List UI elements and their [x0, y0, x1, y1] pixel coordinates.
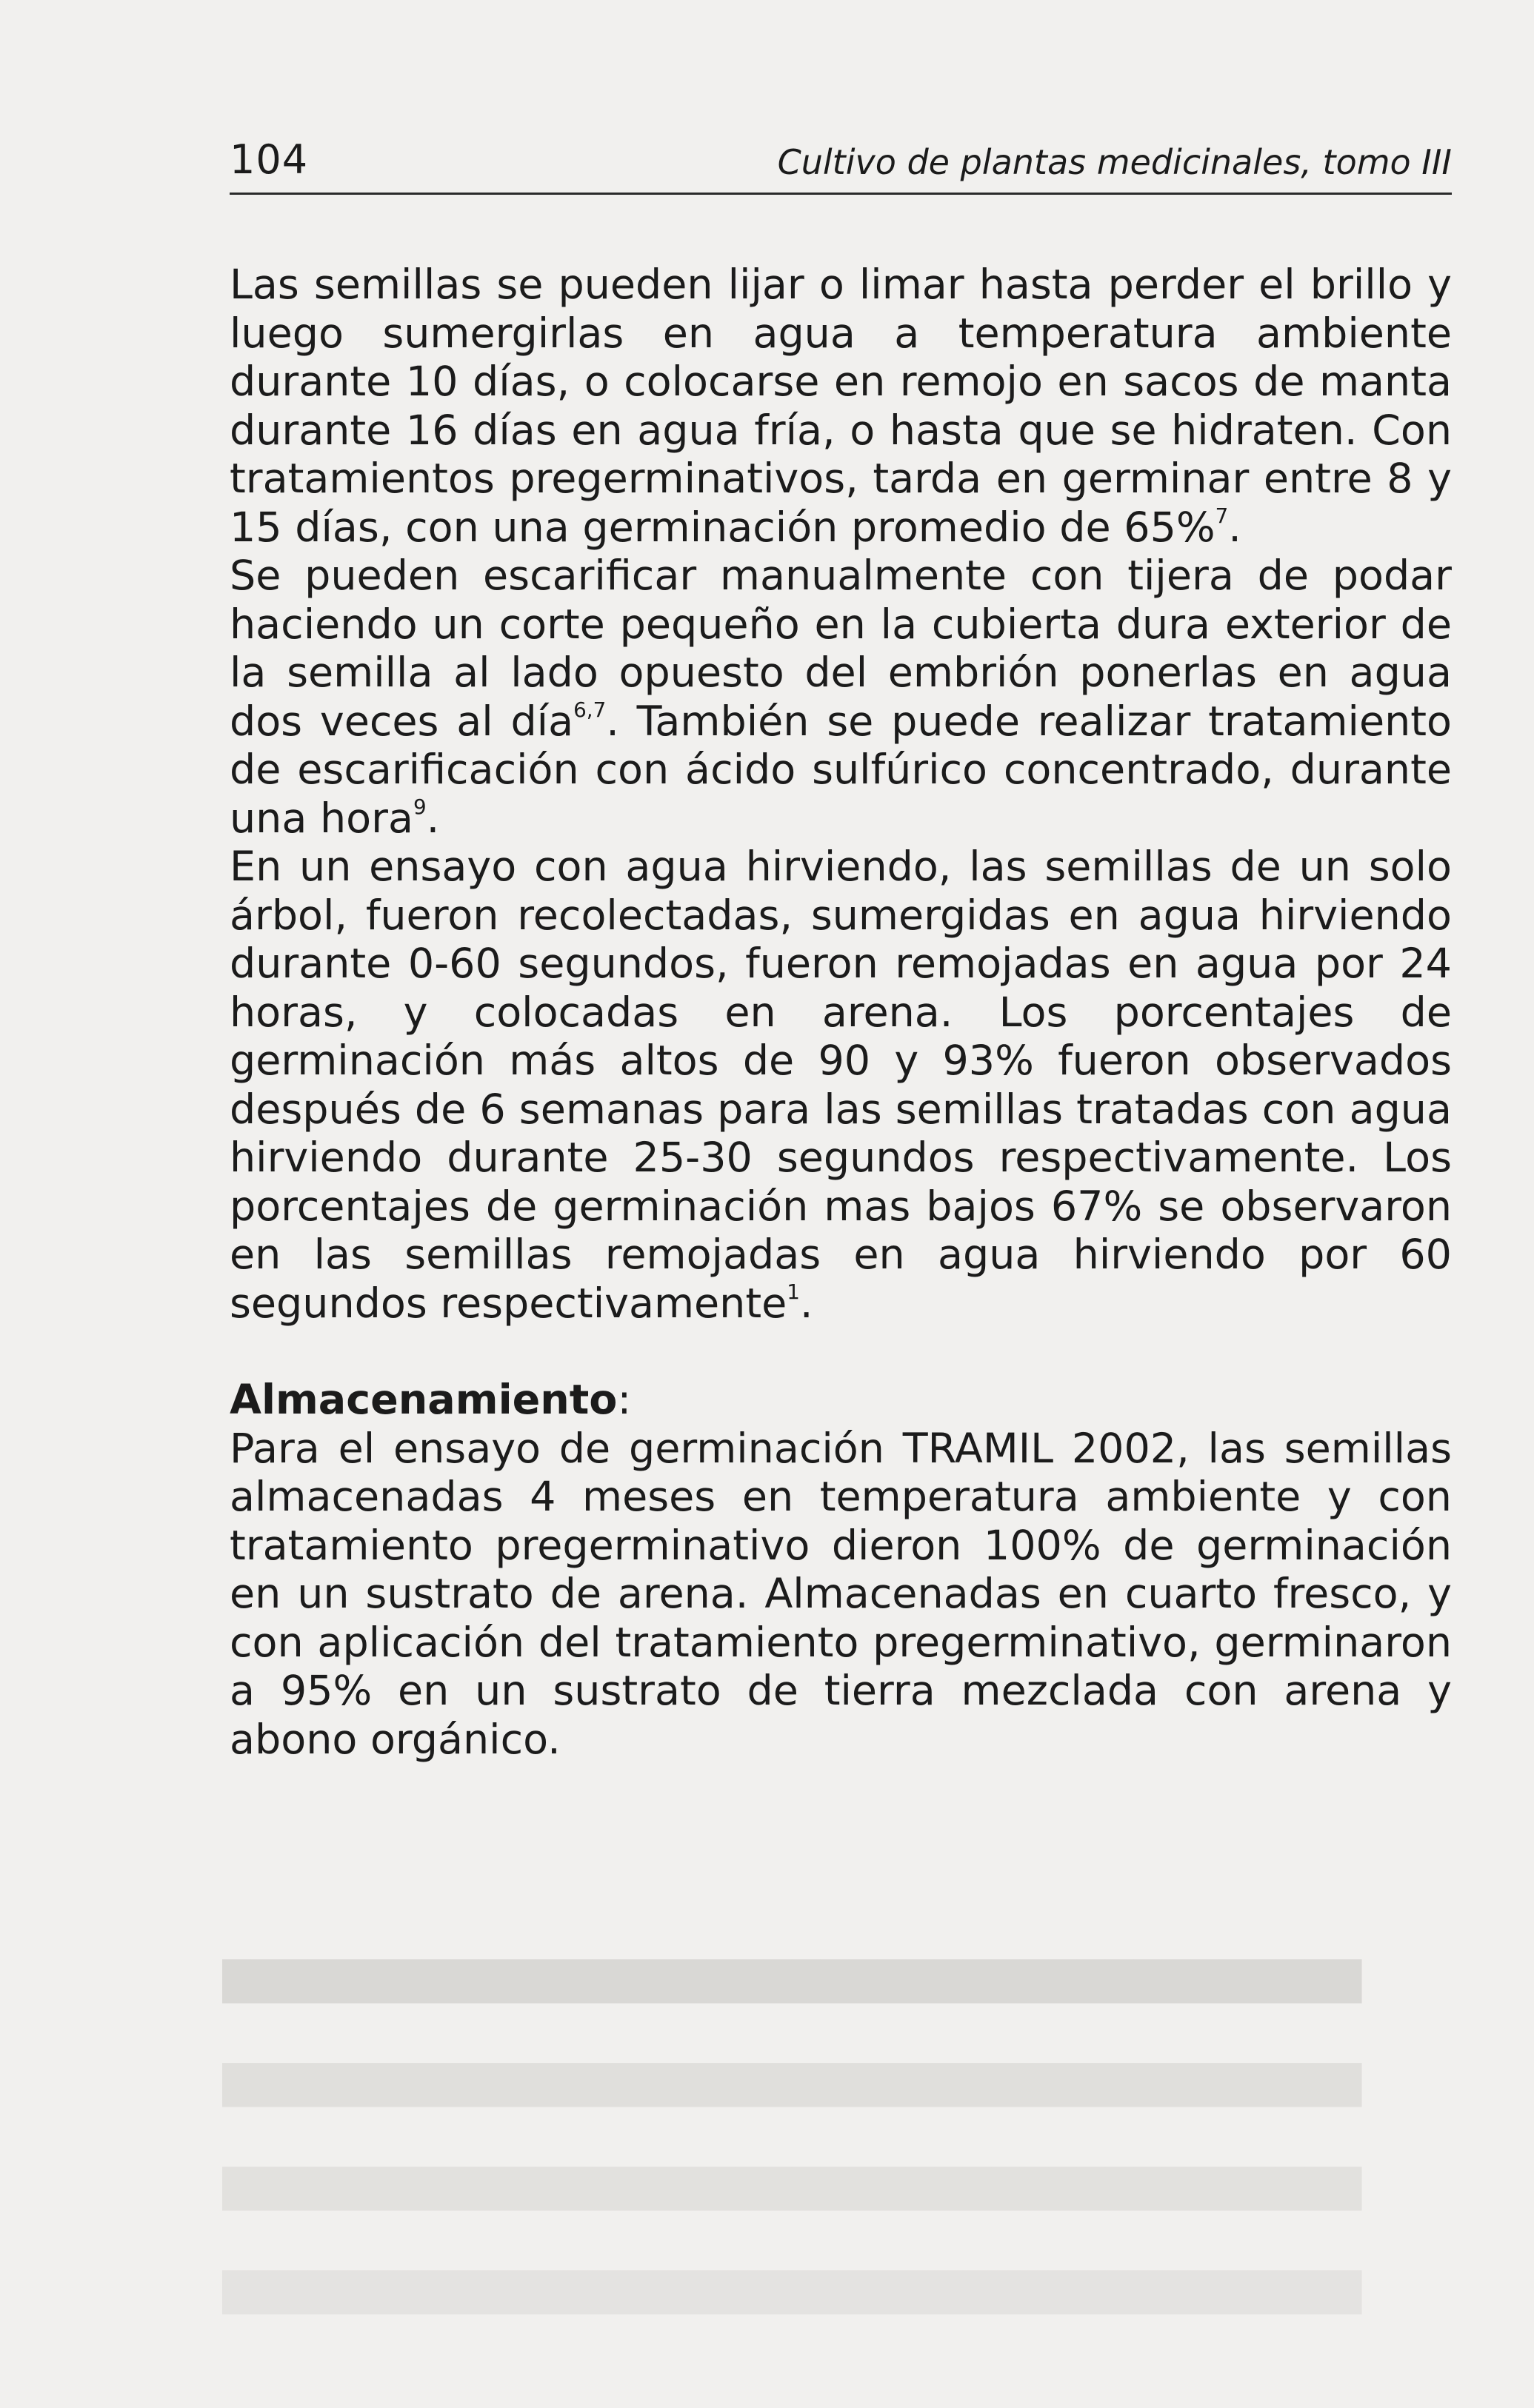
running-title: Cultivo de plantas medicinales, tomo III — [777, 142, 1452, 182]
section-title-text: Almacenamiento — [230, 1376, 618, 1424]
bleed-through-texture: ████████████████████████████████████████ — [222, 2064, 1362, 2107]
section-title-colon: : — [617, 1376, 632, 1424]
paragraph-scarification — [230, 552, 1452, 843]
bleed-through-texture: ████████████████████████████████████████ — [222, 1960, 1362, 2003]
paragraph-end: . — [799, 1279, 813, 1328]
paragraph-text: Las semillas se pueden lijar o limar hasta perder el brillo y luego sumergirlas en agua a temperatura ambiente durante 10 días, o colocarse en remojo en sacos de manta durante 16 días en agua fría, o hasta que se hidraten. Con tratamientos pregerminativos, tarda en germinar entre 8 y 15 días, con una germinación promedio de 65% — [230, 261, 1452, 552]
bleed-through-texture: ████████████████████████████████████████ — [222, 2167, 1362, 2210]
reference-marker: 1 — [787, 1279, 800, 1304]
reference-marker: 7 — [1215, 503, 1229, 528]
reference-marker: 6,7 — [573, 697, 607, 722]
reference-marker: 9 — [413, 794, 427, 819]
paragraph-boiling-water-trial — [230, 843, 1452, 1328]
bleed-through-texture: ████████████████████████████████████████ — [222, 2271, 1362, 2314]
paragraph-seed-sanding — [230, 261, 1452, 552]
paragraph-text: Se pueden escarificar manualmente con tijera de podar haciendo un corte pequeño en la cubierta dura exterior de la semilla al lado opuesto del embrión ponerlas en agua dos veces al día — [230, 552, 1452, 746]
page-number: 104 — [230, 136, 309, 183]
section-title-storage — [230, 1376, 1452, 1425]
paragraph-end: . — [426, 794, 440, 843]
body-text — [230, 261, 1452, 1764]
page-header — [230, 132, 1452, 195]
paragraph-storage: Para el ensayo de germinación TRAMIL 2002, las semillas almacenadas 4 meses en temperatura ambiente y con tratamiento pregerminativo dieron 100% de germinación en un sustrato de arena. Almacenadas en cuarto fresco, y con aplicación del tratamiento pregerminativo, germinaron a 95% en un sustrato de tierra mezclada con arena y abono orgánico. — [230, 1424, 1452, 1764]
paragraph-text-continued: . También se puede realizar tratamiento de escarificación con ácido sulfúrico concentrado, durante una hora — [230, 697, 1452, 843]
paragraph-text: En un ensayo con agua hirviendo, las semillas de un solo árbol, fueron recolectadas, sumergidas en agua hirviendo durante 0-60 segundos, fueron remojadas en agua por 24 horas, y colocadas en arena. Los porcentajes de germinación más altos de 90 y 93% fueron observados después de 6 semanas para las semillas tratadas con agua hirviendo durante 25-30 segundos respectivamente. Los porcentajes de germinación mas bajos 67% se observaron en las semillas remojadas en agua hirviendo por 60 segundos respectivamente — [230, 843, 1452, 1328]
paragraph-end: . — [1228, 503, 1241, 552]
